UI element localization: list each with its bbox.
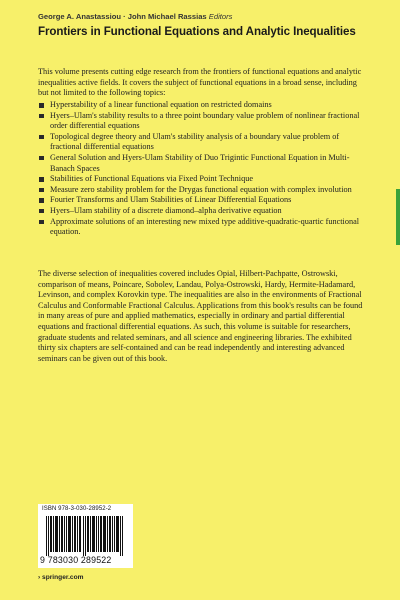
inequalities-paragraph: The diverse selection of inequalities covered includes Opial, Hilbert-Pachpatte, Ostrowski, comparison of means, Poincare, Sobolev, Landau, Polya-Ostrowski, Hardy, Hermite-Hadamard, Levinson, and complex Korovkin type. The inequalities are also in the environments of Fractional Calculus and Conformable Fractional Calculus. Applications from this book's results can be found in many areas of pure and applied mathematics, especially in ordinary and partial differential equations and fractional differential equations. As such, this volume is suitable for researchers, graduate students and related seminars, and all science and engineering libraries. The exhibited thirty six chapters are self-contained and can be read independently and interesting advanced seminars can be given out of this book. (38, 269, 363, 363)
topic-text: Measure zero stability problem for the Drygas functional equation with complex involution (50, 184, 352, 194)
bullet-icon (39, 177, 44, 182)
list-item (38, 195, 363, 206)
bullet-icon (39, 188, 44, 193)
intro-paragraph: This volume presents cutting edge research from the frontiers of functional equations and analytic inequalities active fields. It covers the subject of functional equations in a broad sense, including but not limited to the following topics: (38, 67, 362, 98)
bullet-icon (39, 198, 44, 203)
topic-text: Approximate solutions of an interesting new mixed type additive-quadratic-quartic functional equation. (50, 216, 360, 237)
chevron-right-icon: › (38, 574, 41, 581)
bullet-icon (39, 209, 44, 214)
bullet-icon (39, 220, 44, 225)
publisher-url (38, 574, 83, 581)
topic-text: Hyers–Ulam's stability results to a three point boundary value problem of nonlinear fractional order differential equations (50, 110, 360, 131)
topic-text: General Solution and Hyers-Ulam Stability of Duo Trigintic Functional Equation in Multi-Banach Spaces (50, 152, 350, 173)
list-item (38, 111, 363, 132)
bullet-icon (39, 114, 44, 119)
green-tab (396, 189, 400, 245)
list-item (38, 174, 363, 185)
topic-text: Fourier Transforms and Ulam Stabilities of Linear Differential Equations (50, 195, 292, 205)
editors-names: George A. Anastassiou · John Michael Rassias (38, 12, 207, 21)
bullet-icon (39, 103, 44, 108)
barcode-box (38, 504, 133, 568)
barcode-digits: 9 783030 289522 (40, 555, 112, 565)
list-item (38, 153, 363, 174)
book-title: Frontiers in Functional Equations and Analytic Inequalities (38, 25, 356, 38)
topic-text: Hyperstability of a linear functional equation on restricted domains (50, 100, 272, 109)
list-item (38, 206, 363, 217)
bullet-icon (39, 135, 44, 140)
list-item (38, 132, 363, 153)
topic-text: Topological degree theory and Ulam's stability analysis of a boundary value problem of fractional differential equations (50, 131, 340, 152)
editors-role: Editors (208, 12, 233, 21)
list-item (38, 217, 363, 238)
list-item (38, 185, 363, 196)
topic-text: Hyers–Ulam stability of a discrete diamond–alpha derivative equation (50, 205, 282, 215)
list-item (38, 100, 363, 111)
editors-line (38, 12, 232, 21)
isbn-label: ISBN 978-3-030-28952-2 (42, 506, 112, 512)
bullet-icon (39, 156, 44, 161)
barcode-icon (46, 516, 126, 556)
url-text: springer.com (42, 574, 84, 581)
topic-text: Stabilities of Functional Equations via Fixed Point Technique (50, 174, 253, 184)
topics-list (38, 100, 363, 238)
